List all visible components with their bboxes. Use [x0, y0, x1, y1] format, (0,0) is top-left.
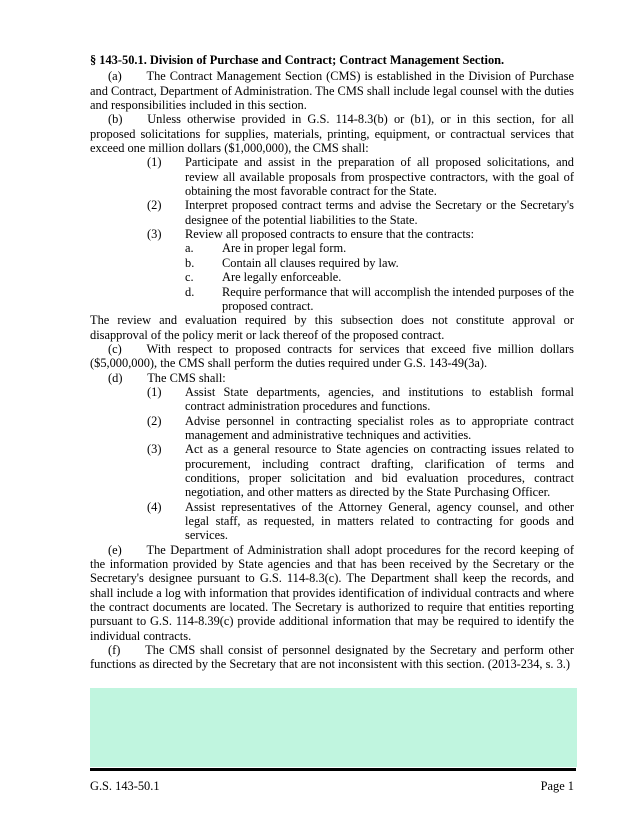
paragraph-b3-item-b	[90, 256, 574, 270]
paragraph-b3-item-d	[90, 285, 574, 314]
item-text: Assist representatives of the Attorney General, agency counsel, and other legal staff, as requested, in matters related to contracting for goods and services.	[185, 499, 574, 543]
section-title: § 143-50.1. Division of Purchase and Contract; Contract Management Section.	[90, 53, 505, 67]
item-number: (2)	[147, 413, 162, 428]
item-number: (3)	[147, 442, 162, 457]
item-text: Are in proper legal form.	[222, 241, 347, 256]
item-letter: c.	[185, 270, 194, 285]
paragraph-a: (a) The Contract Management Section (CMS) is established in the Division of Purchase and Contract, Department of Administration. The CMS shall include legal counsel with the duties and responsibilities included in this section.	[90, 69, 574, 113]
item-text: Assist State departments, agencies, and institutions to establish formal contract administration procedures and functions.	[185, 384, 574, 414]
item-text: Require performance that will accomplish the intended purposes of the proposed contract.	[222, 284, 574, 313]
paragraph-b-item-3	[90, 227, 574, 241]
footer-citation: G.S. 143-50.1	[90, 779, 160, 793]
item-text: Contain all clauses required by law.	[222, 255, 399, 270]
item-text: Interpret proposed contract terms and advise the Secretary or the Secretary's designee of the potential liabilities to the State.	[185, 198, 574, 227]
paragraph-b: (b) Unless otherwise provided in G.S. 114-8.3(b) or (b1), or in this section, for all proposed solicitations for supplies, materials, printing, equipment, or contractual services that exceed one million dollars ($1,000,000), the CMS shall:	[90, 112, 574, 156]
item-text: Are legally enforceable.	[222, 270, 342, 285]
item-number: (1)	[147, 384, 162, 399]
paragraph-b-item-1	[90, 155, 574, 198]
paragraph-b-item-2	[90, 198, 574, 227]
paragraph-e: (e) The Department of Administration shall adopt procedures for the record keeping of the information provided by State agencies and that has been received by the Secretary or the Secretary's designee pursuant to G.S. 114-8.3(c). The Department shall keep the records, and shall include a log with information that provides identification of individual contracts and where the contract documents are located. The Secretary is authorized to require that entities reporting pursuant to G.S. 114-8.39(c) provide additional information that may be required to identify the individual contracts.	[90, 542, 574, 643]
paragraph-c: (c) With respect to proposed contracts for services that exceed five million dollars ($5,000,000), the CMS shall perform the duties required under G.S. 143-49(3a).	[90, 341, 574, 371]
paragraph-d-item-3	[90, 442, 574, 499]
footer-rule	[90, 768, 576, 771]
item-number: (1)	[147, 155, 162, 170]
item-text: Participate and assist in the preparation of all proposed solicitations, and review all available proposals from prospective contractors, with the goal of obtaining the most favorable contract for the State.	[185, 155, 574, 199]
paragraph-f: (f) The CMS shall consist of personnel designated by the Secretary and perform other functions as directed by the Secretary that are not inconsistent with this section. (2013-234, s. 3.)	[90, 643, 574, 672]
item-letter: a.	[185, 241, 194, 256]
paragraph-d-item-4	[90, 500, 574, 543]
item-letter: d.	[185, 284, 195, 299]
item-number: (2)	[147, 198, 162, 213]
paragraph-d-item-1	[90, 385, 574, 414]
item-number: (4)	[147, 499, 162, 514]
item-letter: b.	[185, 255, 195, 270]
item-text: Advise personnel in contracting specialist roles as to appropriate contract management and administrative techniques and activities.	[185, 413, 574, 442]
item-text: Review all proposed contracts to ensure that the contracts:	[185, 227, 475, 242]
statute-document	[90, 53, 574, 672]
paragraph-b3-item-c	[90, 270, 574, 284]
item-text: Act as a general resource to State agencies on contracting issues related to procurement, including contract drafting, clarification of terms and conditions, proper solicitation and bid evaluation procedures, contract negotiation, and other matters as directed by the State Purchasing Officer.	[185, 442, 574, 500]
paragraph-d: (d) The CMS shall:	[108, 370, 226, 385]
highlight-block	[90, 688, 577, 767]
footer-page-number: Page 1	[540, 779, 574, 793]
paragraph-b-tail: The review and evaluation required by this subsection does not constitute approval or disapproval of the policy merit or lack thereof of the proposed contract.	[90, 313, 574, 342]
paragraph-b3-item-a	[90, 241, 574, 255]
item-number: (3)	[147, 227, 162, 242]
paragraph-d-item-2	[90, 414, 574, 443]
